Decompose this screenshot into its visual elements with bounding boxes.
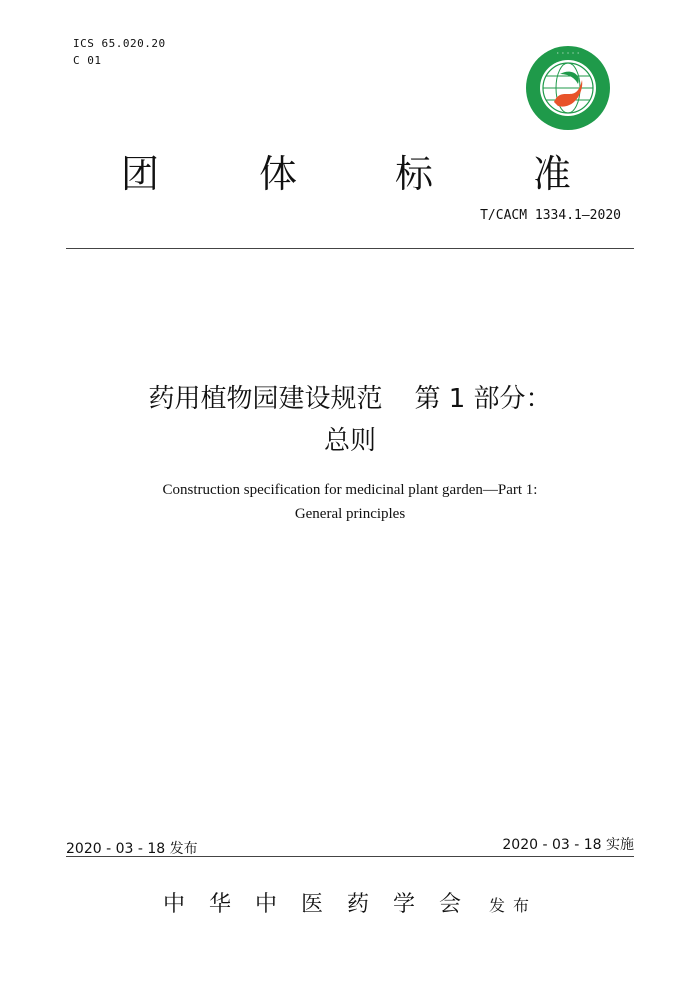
title-en-line2: General principles bbox=[294, 506, 406, 522]
title-cn-line1 bbox=[0, 378, 700, 415]
issue-date: 2020 - 03 - 18 发布 bbox=[66, 841, 198, 857]
title-cn-part: 第 1 部分： bbox=[414, 384, 552, 414]
top-divider bbox=[66, 248, 634, 249]
implementation-date: 2020 - 03 - 18 实施 bbox=[502, 837, 634, 853]
title-en-line1: Construction specification for medicinal plant garden—Part 1: bbox=[162, 482, 538, 498]
ccs-code: C 01 bbox=[73, 54, 102, 67]
svg-text:· · · · ·: · · · · · bbox=[556, 49, 580, 58]
doc-type-char-1: 团 bbox=[121, 152, 160, 196]
title-cn-main: 药用植物园建设规范 bbox=[148, 384, 383, 414]
publisher-line bbox=[0, 887, 700, 918]
standard-number: T/CACM 1334.1—2020 bbox=[480, 208, 621, 223]
ics-code: ICS 65.020.20 bbox=[73, 37, 166, 50]
publisher-action: 发布 bbox=[489, 896, 538, 915]
association-logo-icon bbox=[524, 44, 612, 132]
bottom-divider bbox=[66, 856, 634, 857]
publisher-name: 中华中医药学会 bbox=[162, 892, 485, 917]
doc-type-char-4: 准 bbox=[533, 152, 572, 196]
title-cn-line2: 总则 bbox=[323, 426, 376, 456]
doc-type-char-2: 体 bbox=[259, 152, 298, 196]
doc-type-char-3: 标 bbox=[395, 152, 434, 196]
